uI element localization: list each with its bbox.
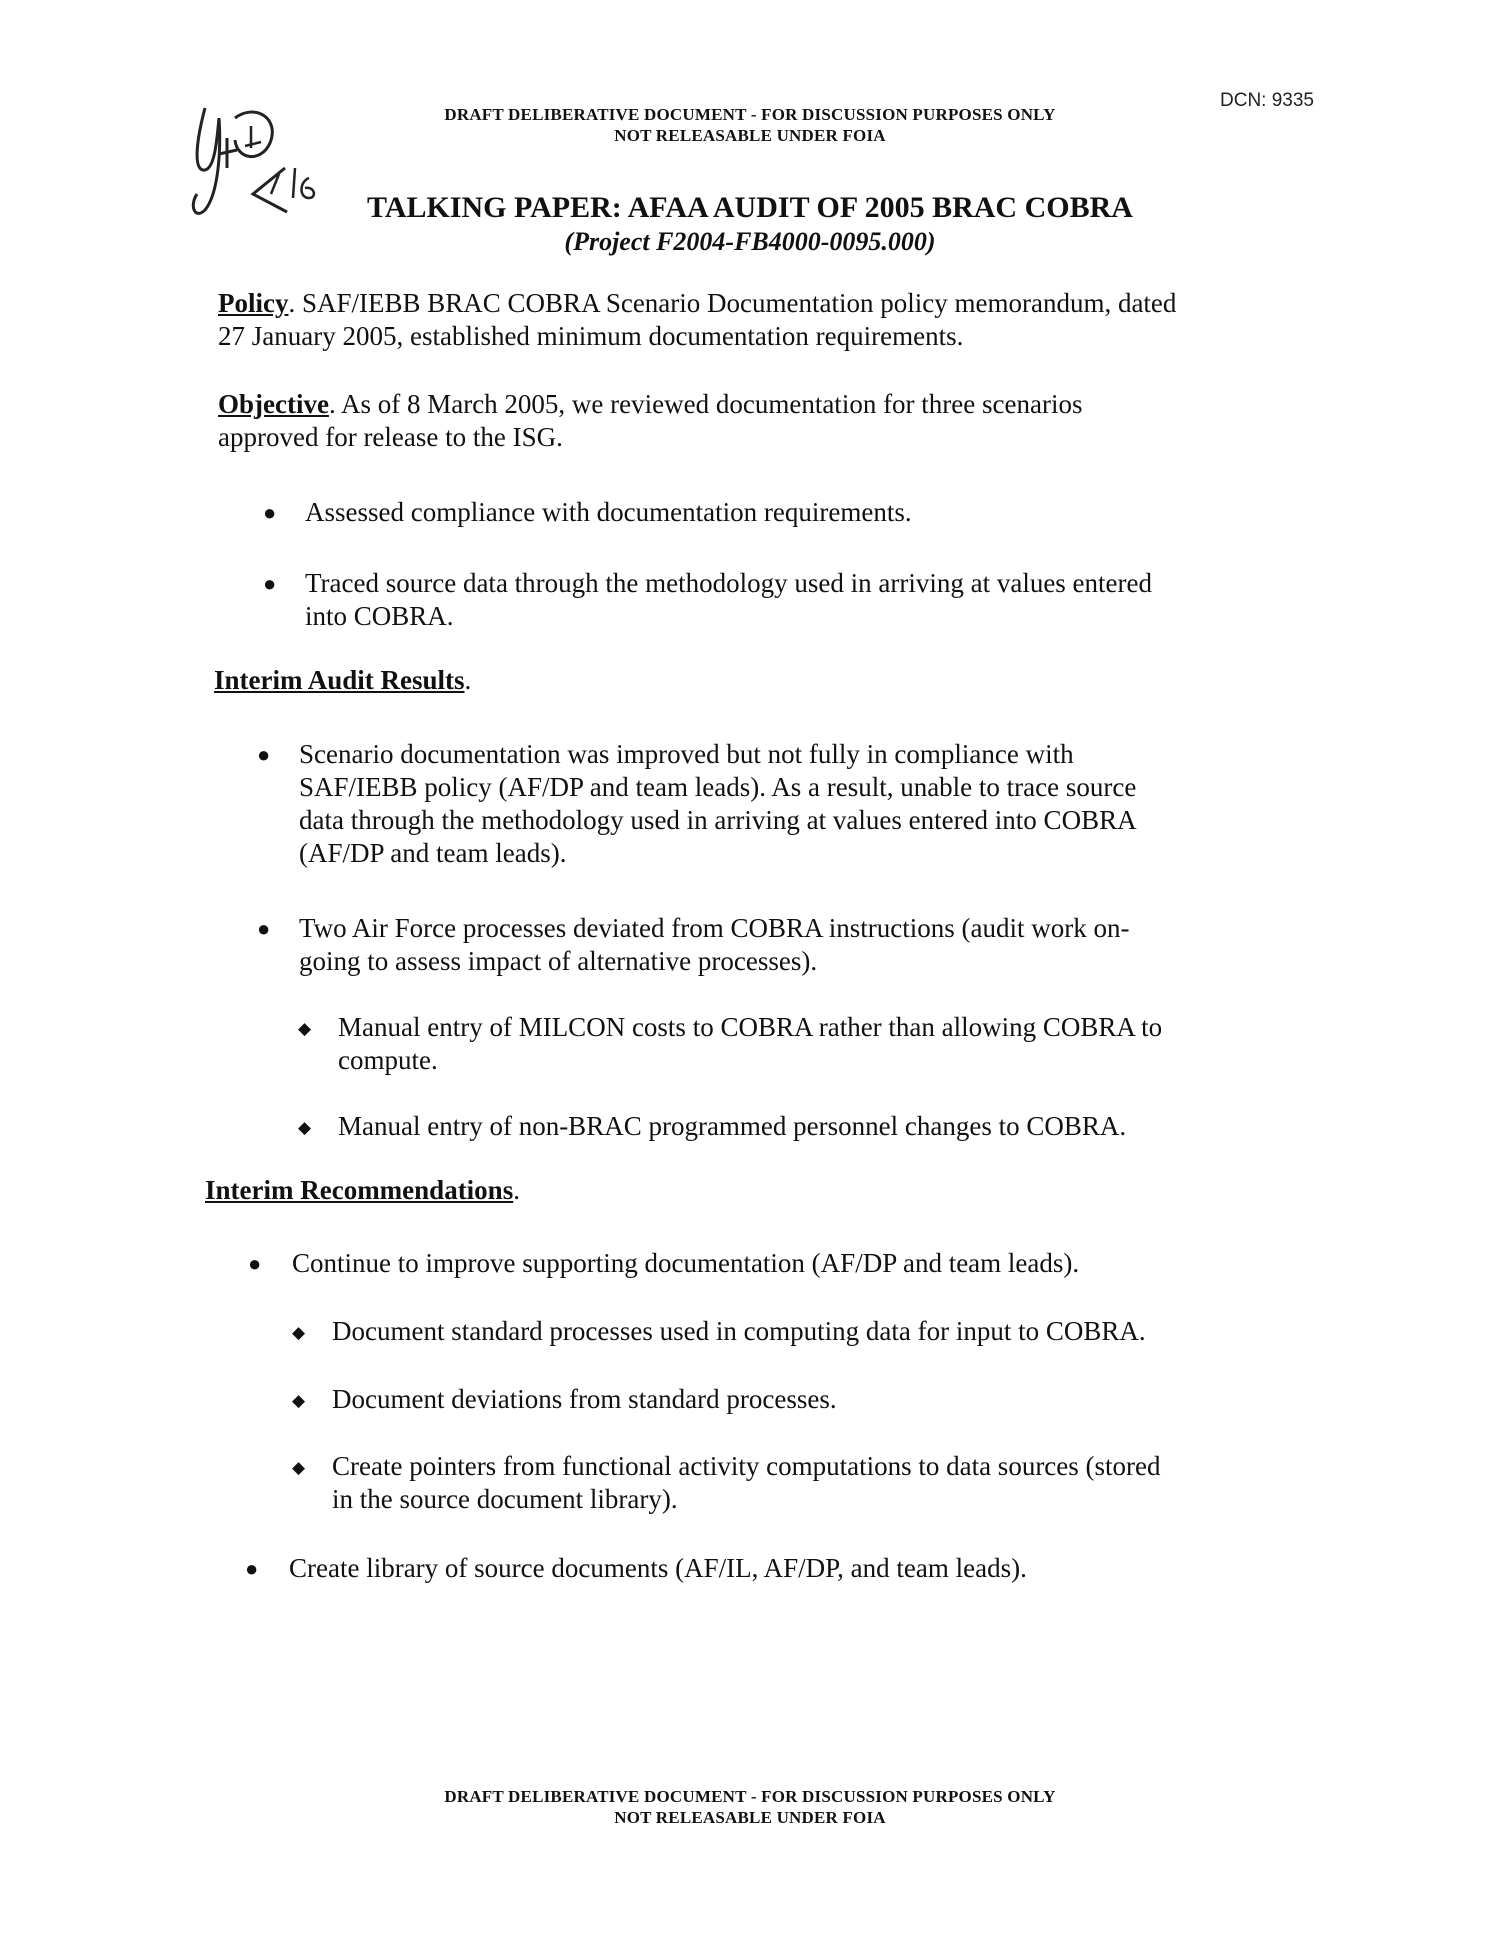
bullet-icon: ●	[263, 500, 277, 525]
results-bullet-1-line-3: data through the methodology used in arriving at values entered into COBRA	[299, 805, 1137, 835]
classification-line-2: NOT RELEASABLE UNDER FOIA	[614, 126, 886, 145]
diamond-bullet-icon: ◆	[298, 1118, 312, 1137]
results-sub-bullet-2-text: Manual entry of non-BRAC programmed personnel changes to COBRA.	[338, 1111, 1127, 1141]
bullet-icon: ●	[245, 1556, 259, 1581]
bullet-icon: ●	[257, 916, 271, 941]
document-title: TALKING PAPER: AFAA AUDIT OF 2005 BRAC COBRA	[367, 191, 1133, 224]
results-bullet-1-line-2: SAF/IEBB policy (AF/DP and team leads). As a result, unable to trace source	[299, 772, 1137, 802]
diamond-bullet-icon: ◆	[292, 1391, 306, 1410]
recommendations-heading-line: Interim Recommendations.	[205, 1175, 520, 1205]
results-bullet-2-line-2: going to assess impact of alternative processes).	[299, 946, 818, 976]
recommendations-sub-bullet-3-line-2: in the source document library).	[332, 1484, 678, 1514]
recommendations-heading: Interim Recommendations	[205, 1175, 514, 1205]
recommendations-bullet-2-text: Create library of source documents (AF/IL, AF/DP, and team leads).	[289, 1553, 1027, 1583]
results-sub-bullet-1-line-2: compute.	[338, 1045, 438, 1075]
diamond-bullet-icon: ◆	[292, 1323, 306, 1342]
recommendations-bullet-1-text: Continue to improve supporting documentation (AF/DP and team leads).	[292, 1248, 1080, 1278]
objective-text-1: As of 8 March 2005, we reviewed documentation for three scenarios	[340, 389, 1083, 419]
dcn-number: DCN: 9335	[1220, 90, 1314, 111]
results-bullet-2-line-1: Two Air Force processes deviated from COBRA instructions (audit work on-	[299, 913, 1130, 943]
results-heading: Interim Audit Results	[214, 665, 465, 695]
classification-banner-top	[150, 104, 1350, 146]
recommendations-sub-bullet-1-text: Document standard processes used in computing data for input to COBRA.	[332, 1316, 1146, 1346]
classification-banner-bottom	[0, 1786, 1500, 1828]
bullet-icon: ●	[248, 1251, 262, 1276]
results-bullet-1-line-4: (AF/DP and team leads).	[299, 838, 567, 868]
project-number: (Project F2004-FB4000-0095.000)	[564, 227, 936, 256]
diamond-bullet-icon: ◆	[298, 1019, 312, 1038]
policy-heading: Policy	[218, 288, 289, 318]
results-sub-bullet-1-line-1: Manual entry of MILCON costs to COBRA rather than allowing COBRA to	[338, 1012, 1163, 1042]
objective-heading: Objective	[218, 389, 329, 419]
results-heading-line: Interim Audit Results.	[214, 665, 472, 695]
bullet-icon: ●	[263, 571, 277, 596]
objective-bullet-2-line-1: Traced source data through the methodology used in arriving at values entered	[305, 568, 1153, 598]
classification-line-1: DRAFT DELIBERATIVE DOCUMENT - FOR DISCUSSION PURPOSES ONLY	[444, 1787, 1056, 1806]
classification-line-1: DRAFT DELIBERATIVE DOCUMENT - FOR DISCUSSION PURPOSES ONLY	[444, 105, 1056, 124]
bullet-icon: ●	[257, 742, 271, 767]
diamond-bullet-icon: ◆	[292, 1458, 306, 1477]
objective-line-2: approved for release to the ISG.	[218, 422, 563, 452]
objective-bullet-1-text: Assessed compliance with documentation requirements.	[305, 497, 912, 527]
policy-line-1: Policy. SAF/IEBB BRAC COBRA Scenario Documentation policy memorandum, dated	[218, 288, 1177, 318]
objective-line-1: Objective. As of 8 March 2005, we reviewed documentation for three scenarios	[218, 389, 1083, 419]
policy-text-1: SAF/IEBB BRAC COBRA Scenario Documentation policy memorandum, dated	[301, 288, 1177, 318]
recommendations-sub-bullet-3-line-1: Create pointers from functional activity computations to data sources (stored	[332, 1451, 1161, 1481]
classification-line-2: NOT RELEASABLE UNDER FOIA	[614, 1808, 886, 1827]
recommendations-sub-bullet-2-text: Document deviations from standard processes.	[332, 1384, 837, 1414]
policy-line-2: 27 January 2005, established minimum documentation requirements.	[218, 321, 964, 351]
objective-bullet-2-line-2: into COBRA.	[305, 601, 454, 631]
results-bullet-1-line-1: Scenario documentation was improved but not fully in compliance with	[299, 739, 1074, 769]
